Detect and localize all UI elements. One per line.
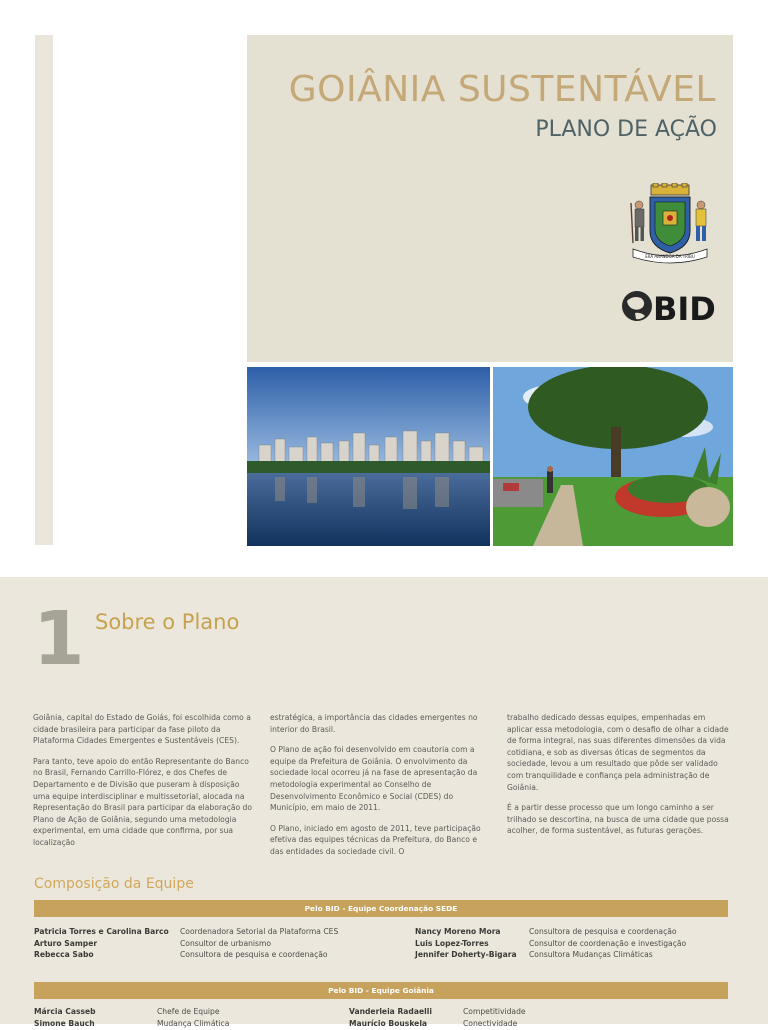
member-name: Simone Bauch bbox=[34, 1019, 95, 1028]
member-name: Jennifer Doherty-Bigara bbox=[415, 950, 517, 959]
bid-logo-text: BID bbox=[653, 290, 716, 325]
paragraph: O Plano, iniciado em agosto de 2011, teve participação efetiva das equipes técnicas da Prefeitura, do Banco e das entidades da sociedade civil. O bbox=[270, 823, 481, 856]
team-member-row bbox=[34, 949, 94, 961]
team-member-role: Consultora Mudanças Climáticas bbox=[529, 950, 653, 959]
team-group-header: Pelo BID - Equipe Goiânia bbox=[34, 982, 728, 999]
team-member-role: Consultora de pesquisa e coordenação bbox=[180, 950, 328, 959]
team-member-row bbox=[34, 938, 97, 950]
member-name: Vanderleia Radaelli bbox=[349, 1007, 432, 1016]
paragraph: O Plano de ação foi desenvolvido em coautoria com a equipe da Prefeitura de Goiânia. O envolvimento da sociedade local ocorreu já na fase de apresentação da metodologia experimental ao Conselho de Desenvolvimento Econômico e Social (CDES) do Município, em maio de 2011. bbox=[270, 745, 478, 813]
chapter-number: 1 bbox=[33, 596, 85, 682]
team-member-role: Consultor de coordenação e investigação bbox=[529, 939, 687, 948]
team-member-role: Coordenadora Setorial da Plataforma CES bbox=[180, 927, 339, 936]
team-group-header: Pelo BID - Equipe Coordenação SEDE bbox=[34, 900, 728, 917]
paragraph: estratégica, a importância das cidades emergentes no interior do Brasil. bbox=[270, 713, 478, 734]
cover-title: GOIÂNIA SUSTENTÁVEL bbox=[288, 69, 716, 110]
park-walkway-photo bbox=[493, 367, 733, 546]
paragraph: trabalho dedicado dessas equipes, empenhadas em aplicar essa metodologia, com o desafio de olhar a cidade de forma integral, nas suas diferentes dimensões da vida cotidiana, e sob as diversas óticas de segmentos da sociedade, levou a um resultado que pôde ser validado com tranquilidade e confiança pela administração de Goiânia. bbox=[507, 713, 729, 792]
team-member-row bbox=[349, 1006, 432, 1018]
text-column-2 bbox=[270, 712, 492, 867]
team-member-role: Chefe de Equipe bbox=[157, 1007, 220, 1016]
member-name: Arturo Samper bbox=[34, 939, 98, 948]
member-name: Márcia Casseb bbox=[34, 1007, 96, 1016]
member-name: Rebecca Sabo bbox=[34, 950, 94, 959]
team-member-row bbox=[415, 938, 489, 950]
crest-motto: ÉRA ABANDOA DA TRIBU bbox=[645, 254, 695, 259]
paragraph: É a partir desse processo que um longo caminho a ser trilhado se descortina, na busca de uma cidade que possa acolher, de forma sustentável, as futuras gerações. bbox=[507, 803, 729, 836]
city-lake-photo bbox=[247, 367, 490, 546]
cover-panel bbox=[247, 35, 733, 362]
team-member-row bbox=[34, 1006, 96, 1018]
member-name: Patricia Torres e Carolina Barco bbox=[34, 927, 169, 936]
text-column-1 bbox=[33, 712, 255, 858]
text-column-3 bbox=[507, 712, 729, 846]
team-member-role: Competitividade bbox=[463, 1007, 526, 1016]
team-member-role: Consultora de pesquisa e coordenação bbox=[529, 927, 677, 936]
team-member-role: Consultor de urbanismo bbox=[180, 939, 272, 948]
paragraph: Goiânia, capital do Estado de Goiás, foi escolhida como a cidade brasileira para participar da fase piloto da Plataforma Cidades Emergentes e Sustentáveis (CES). bbox=[33, 713, 251, 746]
team-member-role: Mudança Climática bbox=[157, 1019, 230, 1028]
team-section-title: Composição da Equipe bbox=[34, 876, 194, 892]
team-member-row bbox=[415, 926, 501, 938]
team-member-row bbox=[34, 926, 169, 938]
member-name: Maurício Bouskela bbox=[349, 1019, 428, 1028]
coat-of-arms-icon bbox=[625, 183, 715, 269]
cover-spine bbox=[35, 35, 53, 545]
chapter-title: Sobre o Plano bbox=[95, 610, 240, 634]
bid-logo-icon bbox=[621, 287, 719, 325]
member-name: Luis Lopez-Torres bbox=[415, 939, 489, 948]
team-member-row bbox=[415, 949, 517, 961]
cover-subtitle: PLANO DE AÇÃO bbox=[535, 117, 717, 142]
member-name: Nancy Moreno Mora bbox=[415, 927, 501, 936]
team-member-role: Conectividade bbox=[463, 1019, 518, 1028]
paragraph: Para tanto, teve apoio do então Representante do Banco no Brasil, Fernando Carrillo-Flórez, e dos Chefes de Departamento e de Divisão que puseram à disposição uma equipe interdisciplinar e multissetorial, alocada na Representação do Brasil para participar da elaboração do Plano de Ação de Goiânia, segundo uma metodologia experimental, em uma cidade que confirma, por sua localização bbox=[33, 756, 253, 847]
